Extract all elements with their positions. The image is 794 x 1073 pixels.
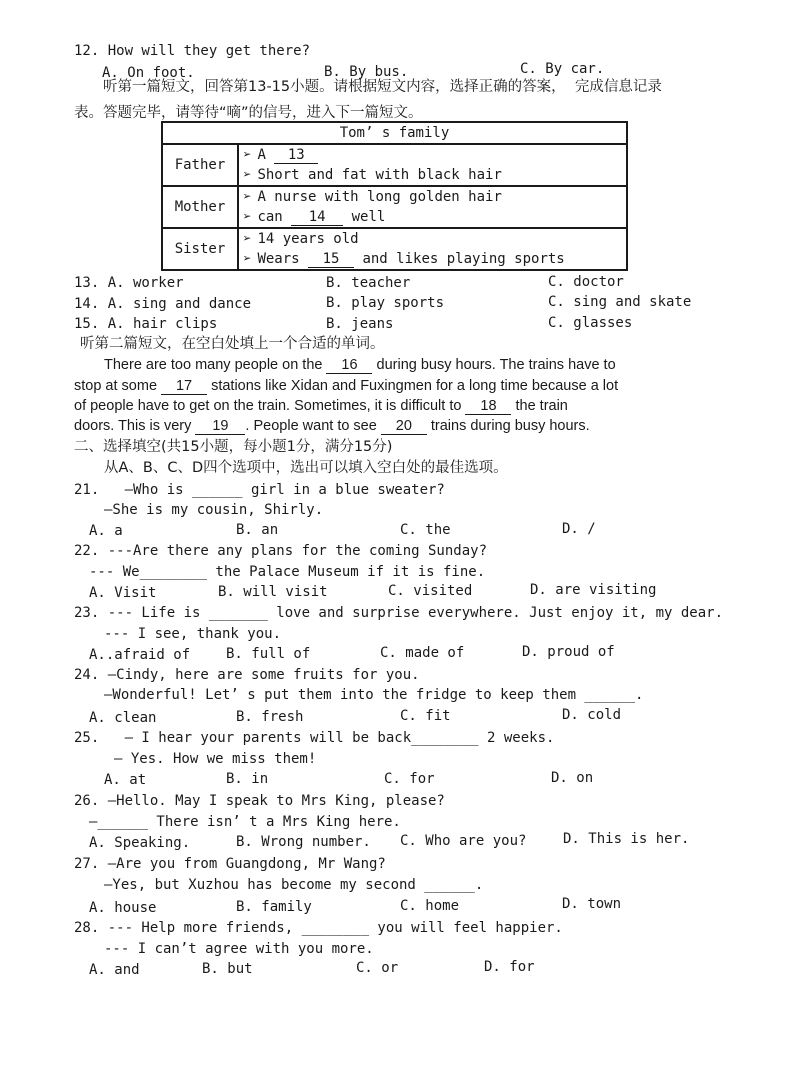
family-info-table <box>161 121 628 271</box>
q23-option-d: D. proud of <box>522 644 615 660</box>
blank-19: 19 <box>195 418 245 435</box>
q13-stem: 13. A. worker <box>74 275 184 291</box>
q28-option-a: A. and <box>89 962 140 978</box>
q28-line-2: --- I can’t agree with you more. <box>104 941 374 957</box>
info-line: ➢ can 14 well <box>243 209 386 225</box>
arrow-bullet-icon: ➢ <box>243 167 252 183</box>
q28-line-1: 28. --- Help more friends, ________ you will feel happier. <box>74 920 563 936</box>
blank-16: 16 <box>326 357 372 374</box>
blank-14: 14 <box>291 209 343 226</box>
info-line: ➢ Wears 15 and likes playing sports <box>243 251 565 267</box>
info-line: ➢ 14 years old <box>243 231 359 247</box>
listening-instruction-2: 听第二篇短文，在空白处填上一个合适的单词。 <box>80 336 385 352</box>
passage-line-3: of people have to get on the train. Sometimes, it is difficult to 18 the train <box>74 398 568 414</box>
q25-option-c: C. for <box>384 771 435 787</box>
q21-line-1: 21. —Who is ______ girl in a blue sweater? <box>74 482 445 498</box>
q25-option-a: A. at <box>104 772 147 788</box>
info-line: ➢ Short and fat with black hair <box>243 167 502 183</box>
q26-line-1: 26. —Hello. May I speak to Mrs King, please? <box>74 793 445 809</box>
row-label-father: Father <box>162 144 238 186</box>
blank-20: 20 <box>381 418 427 435</box>
arrow-bullet-icon: ➢ <box>243 231 252 247</box>
q22-line-1: 22. ---Are there any plans for the coming Sunday? <box>74 543 488 559</box>
q24-option-c: C. fit <box>400 708 451 724</box>
blank-15: 15 <box>308 251 354 268</box>
row-label-sister: Sister <box>162 228 238 270</box>
q27-line-2: —Yes, but Xuzhou has become my second ______. <box>104 877 484 893</box>
q27-option-d: D. town <box>562 896 622 912</box>
father-info <box>238 144 627 186</box>
info-line: ➢ A nurse with long golden hair <box>243 189 502 205</box>
q25-line-1: 25. — I hear your parents will be back________ 2 weeks. <box>74 730 555 746</box>
listening-instruction-1-cont: 表。答题完毕，请等待“嘀”的信号，进入下一篇短文。 <box>74 105 423 121</box>
passage-line-2: stop at some 17 stations like Xidan and Fuxingmen for a long time because a lot <box>74 378 619 394</box>
q12-option-a: A. On foot. <box>102 65 195 81</box>
q28-option-d: D. for <box>484 959 535 975</box>
mother-info <box>238 186 627 228</box>
q21-option-c: C. the <box>400 522 451 538</box>
q14-stem: 14. A. sing and dance <box>74 296 252 312</box>
q27-option-c: C. home <box>400 898 460 914</box>
q25-option-b: B. in <box>226 771 269 787</box>
listening-instruction-1: 听第一篇短文，回答第13-15小题。请根据短文内容，选择正确的答案， 完成信息记录 <box>103 79 662 95</box>
info-line: ➢ A 13 <box>243 145 622 165</box>
q21-option-b: B. an <box>236 522 279 538</box>
blank-13: 13 <box>274 147 318 164</box>
q15-option-b: B. jeans <box>326 316 394 332</box>
q28-option-c: C. or <box>356 960 399 976</box>
section-2-title: 二、选择填空(共15小题，每小题1分，满分15分) <box>74 439 393 455</box>
q13-option-b: B. teacher <box>326 275 411 291</box>
q25-line-2: — Yes. How we miss them! <box>114 751 317 767</box>
q23-line-1: 23. --- Life is _______ love and surprise everywhere. Just enjoy it, my dear. <box>74 605 724 621</box>
q26-option-d: D. This is her. <box>563 831 690 847</box>
q22-option-b: B. will visit <box>218 584 328 600</box>
q24-line-2: —Wonderful! Let’ s put them into the fridge to keep them ______. <box>104 687 644 703</box>
q21-option-a: A. a <box>89 523 123 539</box>
arrow-bullet-icon: ➢ <box>243 189 252 205</box>
q23-line-2: --- I see, thank you. <box>104 626 282 642</box>
q23-option-a: A..afraid of <box>89 647 191 663</box>
table-title: Tom’ s family <box>162 122 627 144</box>
row-label-mother: Mother <box>162 186 238 228</box>
q28-option-b: B. but <box>202 961 253 977</box>
passage-line-1: There are too many people on the 16 during busy hours. The trains have to <box>104 357 616 373</box>
q22-line-2: --- We________ the Palace Museum if it is fine. <box>89 564 486 580</box>
q26-option-c: C. Who are you? <box>400 833 527 849</box>
q12-option-c: C. By car. <box>520 61 605 77</box>
arrow-bullet-icon: ➢ <box>243 209 252 225</box>
q22-option-a: A. Visit <box>89 585 157 601</box>
arrow-bullet-icon: ➢ <box>243 251 252 267</box>
q22-option-d: D. are visiting <box>530 582 657 598</box>
q14-option-b: B. play sports <box>326 295 445 311</box>
q26-option-b: B. Wrong number. <box>236 834 371 850</box>
blank-18: 18 <box>465 398 511 415</box>
q14-option-c: C. sing and skate <box>548 294 692 310</box>
q26-line-2: —______ There isn’ t a Mrs King here. <box>89 814 401 830</box>
q24-option-a: A. clean <box>89 710 157 726</box>
blank-17: 17 <box>161 378 207 395</box>
q27-option-a: A. house <box>89 900 157 916</box>
q27-line-1: 27. —Are you from Guangdong, Mr Wang? <box>74 856 386 872</box>
section-2-instruction: 从A、B、C、D四个选项中，选出可以填入空白处的最佳选项。 <box>104 460 508 476</box>
q13-option-c: C. doctor <box>548 274 624 290</box>
q15-option-c: C. glasses <box>548 315 633 331</box>
q24-line-1: 24. —Cindy, here are some fruits for you. <box>74 667 420 683</box>
sister-info <box>238 228 627 270</box>
q21-option-d: D. / <box>562 521 596 537</box>
q21-line-2: —She is my cousin, Shirly. <box>104 502 324 518</box>
q24-option-b: B. fresh <box>236 709 304 725</box>
q22-option-c: C. visited <box>388 583 473 599</box>
q12-option-b: B. By bus. <box>324 64 409 80</box>
q27-option-b: B. family <box>236 899 312 915</box>
q15-stem: 15. A. hair clips <box>74 316 218 332</box>
q24-option-d: D. cold <box>562 707 622 723</box>
q23-option-c: C. made of <box>380 645 465 661</box>
q23-option-b: B. full of <box>226 646 311 662</box>
q12-stem: 12. How will they get there? <box>74 43 311 59</box>
passage-line-4: doors. This is very 19 . People want to see 20 trains during busy hours. <box>74 418 590 434</box>
q26-option-a: A. Speaking. <box>89 835 191 851</box>
q25-option-d: D. on <box>551 770 594 786</box>
arrow-bullet-icon: ➢ <box>243 147 252 163</box>
